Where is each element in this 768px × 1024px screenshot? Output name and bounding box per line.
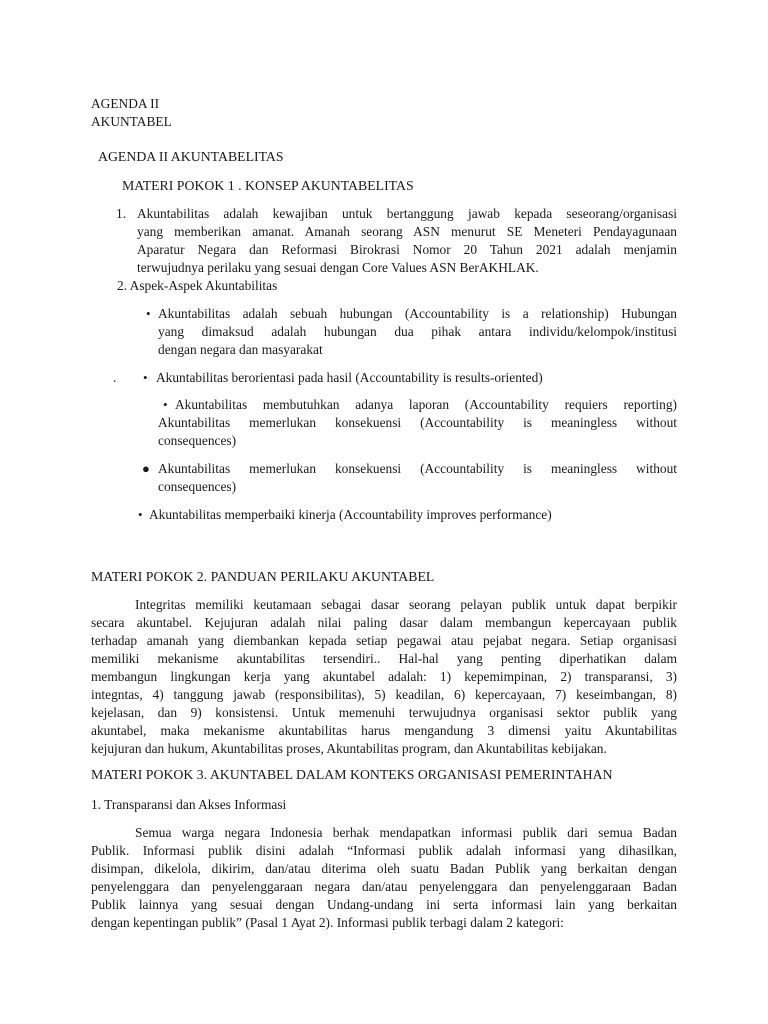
materi-2-line-2: secara akuntabel. Kejujuran adalah nilai paling dasar dalam membangun kepercayaan publik [91,615,677,630]
materi-3-subheading: 1. Transparansi dan Akses Informasi [91,797,287,812]
bullet-icon: • [138,507,143,522]
item-1-line-4: terwujudnya perilaku yang sesuai dengan Core Values ASN BerAKHLAK. [137,260,539,275]
materi-3-line-5: Publik lainnya yang sesuai dengan Undang-undang ini serta informasi lain yang berkaitan [91,897,677,912]
bullet-3-line-2: Akuntabilitas memerlukan konsekuensi (Accountability is meaningless without [158,415,677,430]
materi-2-line-5: membangun lingkungan kerja yang akuntabel adalah: 1) kepemimpinan, 2) transparansi, 3) [91,669,677,684]
item-1-line-2: yang memberikan amanat. Amanah seorang ASN menurut SE Meneteri Pendayagunaan [137,224,677,239]
materi-2-line-8: akuntabel, maka mekanisme akuntabilitas harus mengandung 3 dimensi yaitu Akuntabilitas [91,723,677,738]
bullet-1-line-1: Akuntabilitas adalah sebuah hubungan (Accountability is a relationship) Hubungan [158,306,677,321]
materi-2-line-1: Integritas memiliki keutamaan sebagai dasar seorang pelayan publik untuk dapat berpikir [135,597,677,612]
item-2-label: 2. Aspek-Aspek Akuntabilitas [117,278,278,293]
bullet-3-line-1: Akuntabilitas membutuhkan adanya laporan (Accountability requiers reporting) [175,397,677,412]
akuntabel-label: AKUNTABEL [91,114,172,129]
materi-3-line-2: Publik. Informasi publik disini adalah “Informasi publik adalah informasi yang dihasilkan, [91,843,677,858]
bullet-2-prefix: . [113,370,117,385]
materi-3-heading: MATERI POKOK 3. AKUNTABEL DALAM KONTEKS ORGANISASI PEMERINTAHAN [91,767,613,782]
bullet-icon: ● [142,461,150,476]
materi-2-line-3: terhadap amanah yang diembankan kepada setiap pegawai atau pejabat negara. Setiap organisasi [91,633,677,648]
bullet-icon: • [143,370,148,385]
agenda-label: AGENDA II [91,96,160,111]
bullet-4-line-2: consequences) [158,479,237,494]
document-title: AGENDA II AKUNTABELITAS [98,149,284,164]
bullet-icon: • [163,397,168,412]
bullet-2-text: Akuntabilitas berorientasi pada hasil (Accountability is results-oriented) [156,370,543,385]
materi-3-line-3: disimpan, dikelola, dikirim, dan/atau diterima oleh suatu Badan Publik yang berkaitan dengan [91,861,677,876]
materi-3-line-4: penyelenggara dan penyelenggaraan negara dan/atau penyelenggara dan penyelenggaraan Badan [91,879,677,894]
list-marker-1: 1. [116,206,127,221]
materi-2-heading: MATERI POKOK 2. PANDUAN PERILAKU AKUNTABEL [91,569,435,584]
materi-2-line-4: memiliki mekanisme akuntabilitas tersendiri.. Hal-hal yang penting diperhatikan dalam [91,651,677,666]
materi-3-line-1: Semua warga negara Indonesia berhak mendapatkan informasi publik dari semua Badan [135,825,677,840]
item-1-line-3: Aparatur Negara dan Reformasi Birokrasi Nomor 20 Tahun 2021 adalah menjamin [137,242,677,257]
materi-2-line-7: kejelasan, dan 9) konsistensi. Untuk memenuhi terwujudnya organisasi sektor publik yang [91,705,677,720]
materi-2-line-6: integntas, 4) tanggung jawab (responsibilitas), 5) keadilan, 6) kepercayaan, 7) keseimbangan, 8) [91,687,677,702]
materi-2-line-9: kejujuran dan hukum, Akuntabilitas proses, Akuntabilitas program, dan Akuntabilitas kebijakan. [91,741,607,756]
bullet-3-line-3: consequences) [158,433,237,448]
item-1-line-1: Akuntabilitas adalah kewajiban untuk bertanggung jawab kepada seseorang/organisasi [137,206,677,221]
bullet-1-line-3: dengan negara dan masyarakat [158,342,323,357]
bullet-4-line-1: Akuntabilitas memerlukan konsekuensi (Accountability is meaningless without [158,461,677,476]
materi-3-line-6: dengan kepentingan publik” (Pasal 1 Ayat 2). Informasi publik terbagi dalam 2 kategori: [91,915,564,930]
materi-1-heading: MATERI POKOK 1 . KONSEP AKUNTABELITAS [122,178,414,193]
bullet-icon: • [146,306,151,321]
bullet-5-text: Akuntabilitas memperbaiki kinerja (Accountability improves performance) [149,507,552,522]
bullet-1-line-2: yang dimaksud adalah hubungan dua pihak antara individu/kelompok/institusi [158,324,677,339]
